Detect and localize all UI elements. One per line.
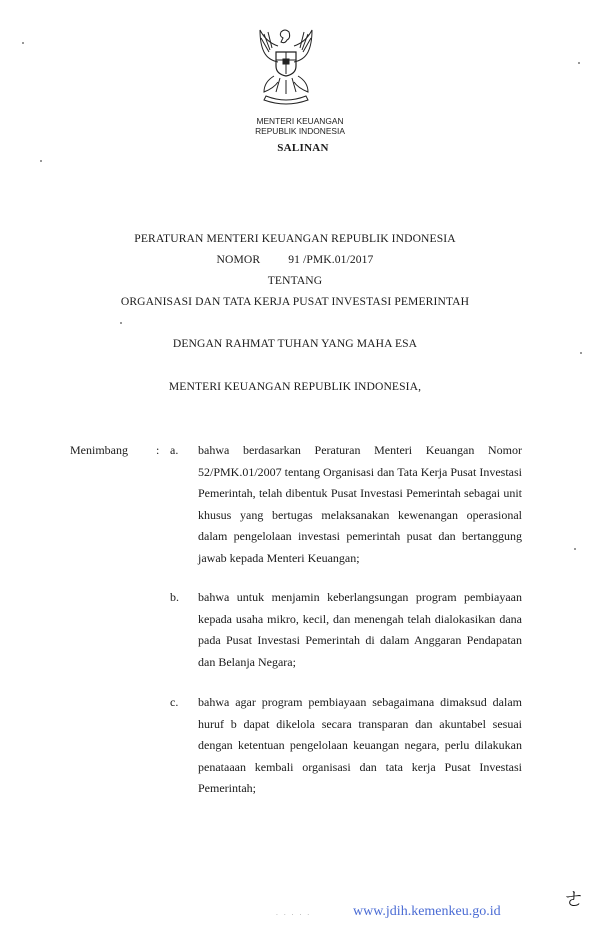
scan-speck bbox=[22, 42, 24, 44]
regulation-number bbox=[0, 253, 590, 266]
scan-speck bbox=[580, 352, 582, 354]
institution-name-line2: REPUBLIK INDONESIA bbox=[255, 126, 345, 136]
scan-speck bbox=[40, 160, 42, 162]
copy-stamp: SALINAN bbox=[277, 142, 329, 154]
regulation-title: PERATURAN MENTERI KEUANGAN REPUBLIK INDONESIA bbox=[134, 232, 456, 245]
issuer: MENTERI KEUANGAN REPUBLIK INDONESIA, bbox=[168, 380, 422, 393]
considering-colon: : bbox=[156, 443, 160, 457]
scan-speck bbox=[574, 548, 576, 550]
regulation-subject: ORGANISASI DAN TATA KERJA PUSAT INVESTASI PEMERINTAH bbox=[120, 295, 470, 308]
about-heading: TENTANG bbox=[267, 274, 323, 287]
footer-website-link[interactable]: www.jdih.kemenkeu.go.id bbox=[353, 904, 501, 919]
considering-item-b: bahwa untuk menjamin keberlangsungan program pembiayaan kepada usaha mikro, kecil, dan menengah telah dialokasikan dana pada Pusat Investasi Pemerintah di dalam Anggaran Pendapatan dan Belanja Negara; bbox=[198, 590, 522, 669]
scan-speck bbox=[120, 322, 122, 324]
item-letter-b: b. bbox=[170, 590, 179, 604]
invocation: DENGAN RAHMAT TUHAN YANG MAHA ESA bbox=[172, 337, 418, 350]
scan-speck bbox=[578, 62, 580, 64]
considering-label: Menimbang bbox=[70, 443, 128, 457]
scan-dots: · · · · · bbox=[276, 912, 312, 919]
number-value: 91 /PMK.01/2017 bbox=[288, 253, 374, 266]
item-letter-a: a. bbox=[170, 443, 179, 457]
number-label: NOMOR bbox=[216, 253, 261, 266]
garuda-emblem-icon bbox=[256, 24, 316, 108]
institution-name-line1: MENTERI KEUANGAN bbox=[256, 116, 344, 126]
handwritten-initial-mark: ㄜ bbox=[563, 887, 586, 912]
considering-item-a: bahwa berdasarkan Peraturan Menteri Keuangan Nomor 52/PMK.01/2007 tentang Organisasi dan Tata Kerja Pusat Investasi Pemerintah, telah dibentuk Pusat Investasi Pemerintah sebagai unit khusus yang bertugas melaksanakan kewenangan operasional dalam pengelolaan investasi pemerintah pusat dan bertanggung jawab kepada Menteri Keuangan; bbox=[198, 443, 522, 565]
considering-item-c: bahwa agar program pembiayaan sebagaimana dimaksud dalam huruf b dapat dikelola secara transparan dan akuntabel sesuai dengan ketentuan pengelolaan keuangan negara, perlu dilakukan penataaan kembali organisasi dan tata kerja Pusat Investasi Pemerintah; bbox=[198, 695, 522, 796]
item-letter-c: c. bbox=[170, 695, 179, 709]
